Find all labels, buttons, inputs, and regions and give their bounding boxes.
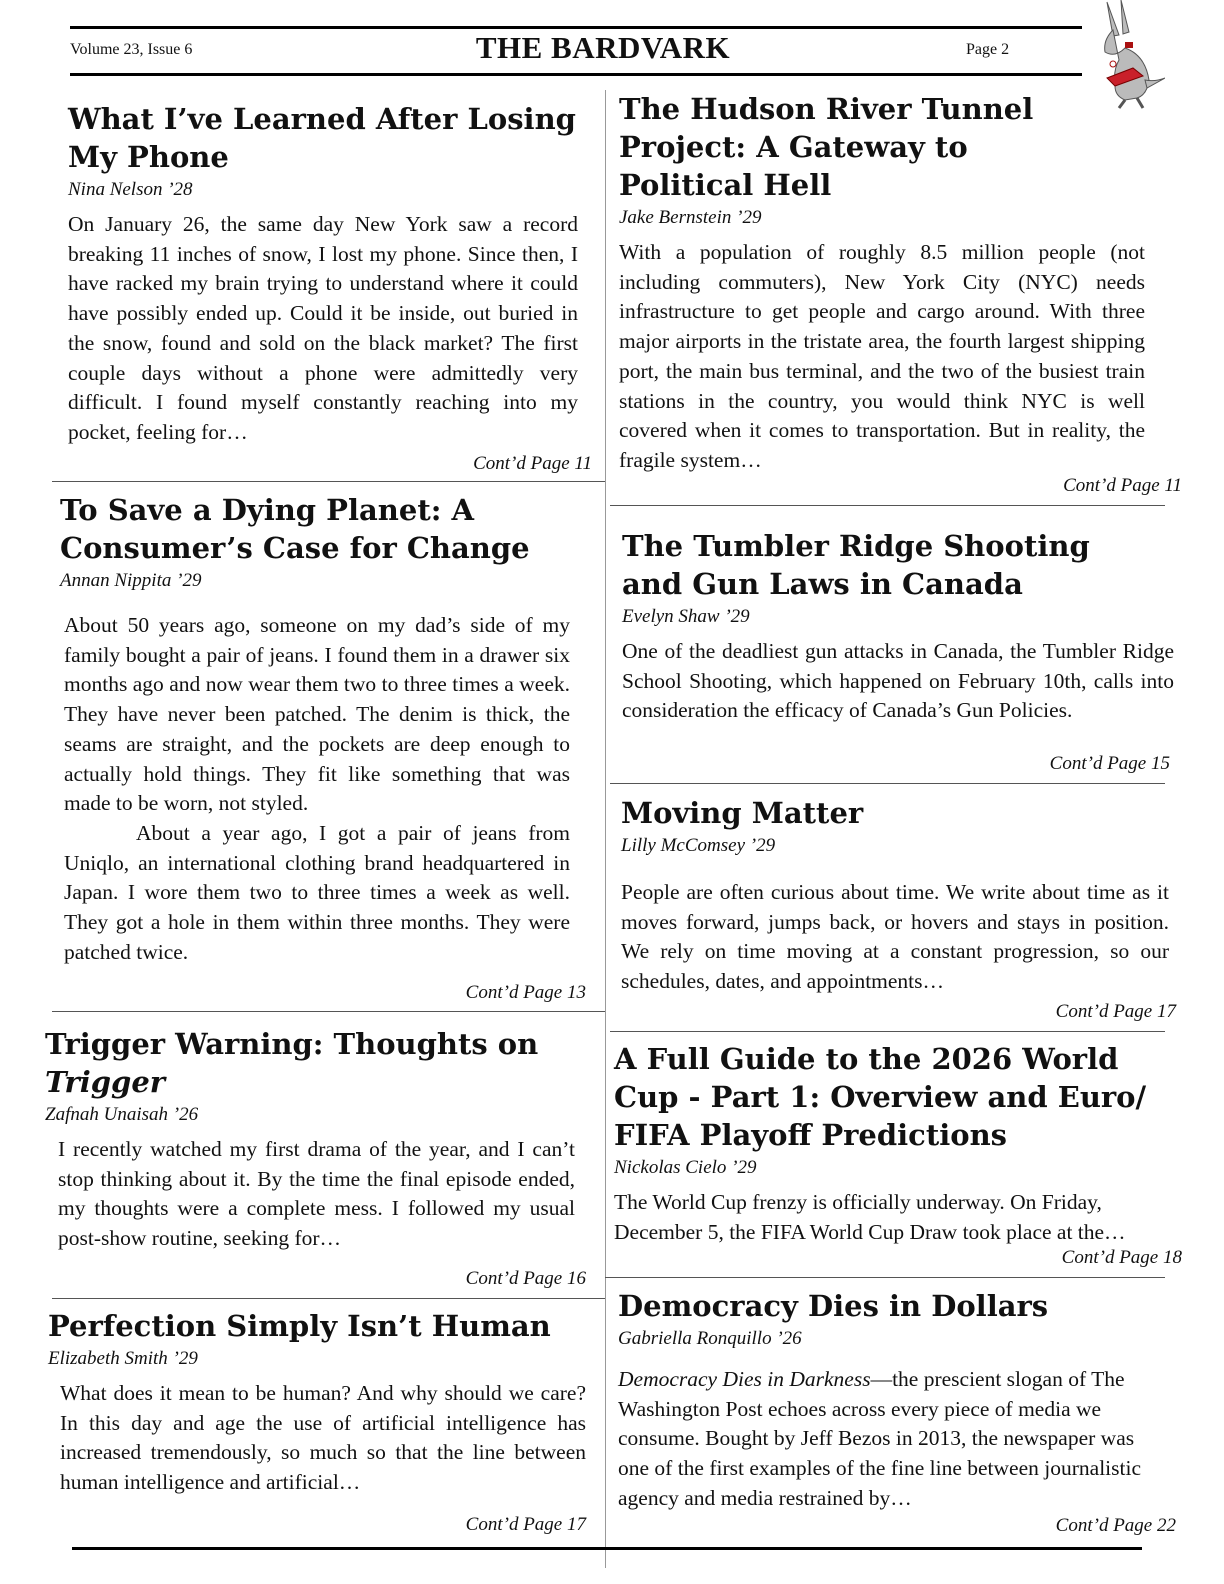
article-world-cup	[614, 1040, 1180, 1247]
continued-link[interactable]: Cont’d Page 18	[1061, 1247, 1182, 1268]
article-trigger-warning	[45, 1025, 585, 1254]
article-author: Zafnah Unaisah ’26	[45, 1104, 199, 1125]
continued-link[interactable]: Cont’d Page 11	[473, 453, 592, 474]
article-divider	[610, 783, 1165, 784]
volume-issue: Volume 23, Issue 6	[70, 41, 193, 58]
article-body	[60, 1379, 586, 1498]
article-title[interactable]: What I’ve Learned After Losing My Phone	[68, 102, 576, 174]
article-democracy-dollars	[618, 1287, 1168, 1514]
article-divider	[610, 505, 1165, 506]
paragraph-text: —the prescient slogan of The Washington Post echoes across every piece of media we consume. Bought by Jeff Bezos in 2013, the newspaper was one of the first examples of the fine line between journalistic agency and media restrained by…	[618, 1367, 1141, 1510]
article-body	[618, 1365, 1168, 1514]
continued-link[interactable]: Cont’d Page 13	[465, 982, 586, 1003]
paragraph: One of the deadliest gun attacks in Canada, the Tumbler Ridge School Shooting, which happened on February 10th, calls into consideration the efficacy of Canada’s Gun Policies.	[622, 639, 1174, 723]
article-body	[622, 637, 1174, 726]
article-title[interactable]: To Save a Dying Planet: A Consumer’s Case for Change	[60, 493, 530, 565]
paragraph: What does it mean to be human? And why should we care? In this day and age the use of artificial intelligence has increased tremendously, so much so that the line between human intelligence and artificial…	[60, 1381, 586, 1495]
article-author: Elizabeth Smith ’29	[48, 1348, 198, 1369]
article-author: Evelyn Shaw ’29	[622, 606, 750, 627]
title-italic-text: Trigger	[45, 1065, 166, 1099]
article-divider	[52, 1011, 605, 1012]
article-author: Lilly McComsey ’29	[621, 835, 776, 856]
paragraph: The World Cup frenzy is officially underway. On Friday, December 5, the FIFA World Cup Draw took place at the…	[614, 1190, 1126, 1244]
article-tumbler-ridge	[622, 527, 1174, 726]
article-body	[64, 611, 570, 967]
article-body	[614, 1188, 1180, 1247]
article-author: Nickolas Cielo ’29	[614, 1157, 757, 1178]
continued-link[interactable]: Cont’d Page 17	[1055, 1001, 1176, 1022]
article-divider	[52, 1298, 605, 1299]
continued-link[interactable]: Cont’d Page 22	[1055, 1515, 1176, 1536]
article-title[interactable]: The Tumbler Ridge Shooting and Gun Laws in Canada	[622, 529, 1090, 601]
article-divider	[610, 1031, 1165, 1032]
continued-link[interactable]: Cont’d Page 16	[465, 1268, 586, 1289]
paragraph: People are often curious about time. We write about time as it moves forward, jumps back, or hovers and stays in position. We rely on time moving at a constant progression, so our schedules, dates, and appointments…	[621, 880, 1169, 994]
article-title[interactable]: A Full Guide to the 2026 World Cup - Part 1: Overview and Euro/ FIFA Playoff Predictions	[614, 1042, 1147, 1152]
article-perfection	[48, 1307, 588, 1498]
article-title[interactable]: Perfection Simply Isn’t Human	[48, 1309, 551, 1343]
continued-link[interactable]: Cont’d Page 15	[1049, 753, 1170, 774]
article-body	[619, 238, 1145, 476]
article-body	[68, 210, 578, 448]
article-title[interactable]: The Hudson River Tunnel Project: A Gateway to Political Hell	[619, 92, 1034, 202]
article-title[interactable]	[45, 1025, 585, 1101]
article-moving-matter	[621, 794, 1169, 997]
article-title[interactable]: Moving Matter	[621, 796, 864, 830]
header-bottom-rule	[70, 73, 1082, 76]
article-losing-phone	[68, 100, 578, 448]
article-body	[621, 878, 1169, 997]
column-divider	[605, 90, 606, 1568]
paragraph: On January 26, the same day New York saw a record breaking 11 inches of snow, I lost my phone. Since then, I have racked my brain trying to understand where it could have possibly ended up. Could it be inside, out buried in the snow, found and sold on the black market? The first couple days without a phone were admittedly very difficult. I found myself constantly reaching into my pocket, feeling for…	[68, 212, 578, 444]
article-divider	[52, 481, 605, 482]
continued-link[interactable]: Cont’d Page 11	[1063, 475, 1182, 496]
paragraph: With a population of roughly 8.5 million people (not including commuters), New York City (NYC) needs infrastructure to get people and cargo around. With three major airports in the tristate area, the fourth largest shipping port, the main bus terminal, and the two of the busiest train stations in the country, you would think NYC is well covered when it comes to transportation. But in reality, the fragile system…	[619, 240, 1145, 472]
page-number: Page 2	[966, 41, 1010, 58]
paragraph	[618, 1365, 1168, 1514]
paragraph: I recently watched my first drama of the year, and I can’t stop thinking about it. By the time the final episode ended, my thoughts were a complete mess. I followed my usual post-show routine, seeking for…	[58, 1137, 575, 1251]
header-top-rule	[70, 26, 1082, 29]
article-author: Annan Nippita ’29	[60, 570, 202, 591]
continued-link[interactable]: Cont’d Page 17	[465, 1514, 586, 1535]
paragraph: About a year ago, I got a pair of jeans from Uniqlo, an international clothing brand headquartered in Japan. I wore them two to three times a week as well. They got a hole in them within three months. They were patched twice.	[64, 820, 570, 964]
italic-slogan: Democracy Dies in Darkness	[618, 1367, 871, 1391]
article-author: Jake Bernstein ’29	[619, 207, 762, 228]
paragraph: About 50 years ago, someone on my dad’s side of my family bought a pair of jeans. I found them in a drawer six months ago and now wear them two to three times a week. They have never been patched. The denim is thick, the seams are straight, and the pockets are deep enough to actually hold things. They fit like something that was made to be worn, not styled.	[64, 613, 570, 816]
footer-rule	[72, 1547, 1142, 1550]
article-title[interactable]: Democracy Dies in Dollars	[618, 1289, 1049, 1323]
masthead-title: THE BARDVARK	[475, 30, 731, 65]
title-text: Trigger Warning: Thoughts on	[45, 1027, 539, 1061]
article-body	[58, 1135, 575, 1254]
article-divider	[605, 1277, 1165, 1278]
article-hudson-tunnel	[619, 90, 1145, 476]
article-author: Nina Nelson ’28	[68, 179, 193, 200]
article-dying-planet	[60, 491, 570, 967]
article-author: Gabriella Ronquillo ’26	[618, 1328, 802, 1349]
